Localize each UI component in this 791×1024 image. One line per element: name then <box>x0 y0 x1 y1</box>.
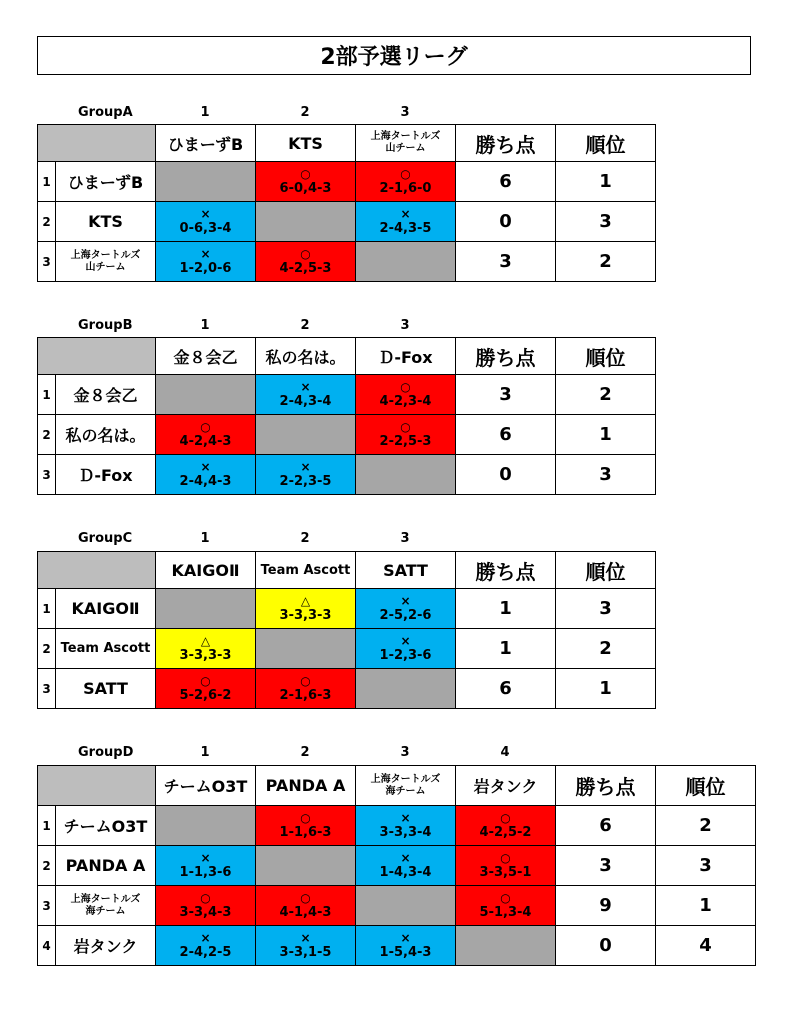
match-score: 3-3,4-3 <box>179 904 232 920</box>
result-mark: ○ <box>500 810 511 825</box>
column-team-header: KTS <box>256 125 356 162</box>
row-team-name: SATT <box>56 669 156 709</box>
row-team-name: Team Ascott <box>56 629 156 669</box>
team-row <box>38 415 656 455</box>
match-result-cell <box>456 846 556 886</box>
team-row <box>38 162 656 202</box>
header-row <box>38 766 756 806</box>
column-number: 2 <box>300 531 310 546</box>
group-label: GroupA <box>78 105 133 120</box>
team-row <box>38 589 656 629</box>
rank-value: 1 <box>556 162 656 202</box>
row-team-name: KTS <box>56 202 156 242</box>
column-number: 2 <box>300 105 310 120</box>
column-team-header: PANDA A <box>256 766 356 806</box>
result-mark: × <box>400 850 411 865</box>
column-team-header: SATT <box>356 552 456 589</box>
match-score: 2-2,5-3 <box>379 433 432 449</box>
rank-value: 2 <box>556 629 656 669</box>
match-result-cell <box>256 242 356 282</box>
match-score: 6-0,4-3 <box>279 180 332 196</box>
match-score: 3-3,3-3 <box>279 607 332 623</box>
page-title: 2部予選リーグ <box>37 36 751 75</box>
match-score: 3-3,5-1 <box>479 864 532 880</box>
result-mark: × <box>400 633 411 648</box>
result-mark: × <box>400 593 411 608</box>
column-team-header: 私の名は。 <box>256 338 356 375</box>
match-result-cell <box>356 926 456 966</box>
team-row <box>38 806 756 846</box>
match-score: 4-2,4-3 <box>179 433 232 449</box>
result-mark: × <box>300 930 311 945</box>
team-row <box>38 202 656 242</box>
team-row <box>38 242 656 282</box>
header-row <box>38 125 656 162</box>
match-result-cell <box>356 415 456 455</box>
match-result-cell <box>156 629 256 669</box>
column-team-header: Team Ascott <box>256 552 356 589</box>
column-team-header: Ｄ-Fox <box>356 338 456 375</box>
result-mark: ○ <box>200 419 211 434</box>
row-number: 3 <box>38 455 56 495</box>
match-result-cell <box>156 926 256 966</box>
match-result-cell <box>256 806 356 846</box>
match-score: 5-1,3-4 <box>479 904 532 920</box>
self-match-cell <box>456 926 556 966</box>
corner-cell <box>38 552 156 589</box>
column-team-header: 上海タートルズ 山チーム <box>356 125 456 162</box>
team-row <box>38 886 756 926</box>
result-mark: × <box>400 810 411 825</box>
row-number: 2 <box>38 202 56 242</box>
match-result-cell <box>256 162 356 202</box>
self-match-cell <box>256 846 356 886</box>
rank-header: 順位 <box>556 552 656 589</box>
rank-value: 4 <box>656 926 756 966</box>
row-team-name: 私の名は。 <box>56 415 156 455</box>
match-score: 2-4,3-4 <box>279 393 332 409</box>
result-mark: ○ <box>200 673 211 688</box>
match-result-cell <box>156 242 256 282</box>
result-mark: ○ <box>400 166 411 181</box>
match-score: 1-2,0-6 <box>179 260 232 276</box>
result-mark: ○ <box>300 890 311 905</box>
match-result-cell <box>156 455 256 495</box>
match-result-cell <box>356 806 456 846</box>
result-mark: × <box>200 206 211 221</box>
self-match-cell <box>356 669 456 709</box>
result-mark: ○ <box>400 379 411 394</box>
row-number: 2 <box>38 629 56 669</box>
corner-cell <box>38 766 156 806</box>
match-score: 4-2,5-3 <box>279 260 332 276</box>
match-score: 1-2,3-6 <box>379 647 432 663</box>
team-row <box>38 375 656 415</box>
rank-header: 順位 <box>556 338 656 375</box>
result-mark: × <box>400 930 411 945</box>
team-row <box>38 455 656 495</box>
match-score: 2-2,3-5 <box>279 473 332 489</box>
match-result-cell <box>256 926 356 966</box>
points-value: 3 <box>456 242 556 282</box>
column-number: 2 <box>300 745 310 760</box>
row-team-name: ひまーずB <box>56 162 156 202</box>
result-mark: × <box>400 206 411 221</box>
result-mark: ○ <box>400 419 411 434</box>
match-score: 4-2,5-2 <box>479 824 532 840</box>
result-mark: △ <box>300 593 311 608</box>
result-mark: × <box>200 246 211 261</box>
row-number: 2 <box>38 846 56 886</box>
column-number: 1 <box>200 745 210 760</box>
result-mark: × <box>300 459 311 474</box>
row-number: 2 <box>38 415 56 455</box>
group-label: GroupD <box>78 745 134 760</box>
match-score: 2-1,6-0 <box>379 180 432 196</box>
column-team-header: 金８会乙 <box>156 338 256 375</box>
self-match-cell <box>356 242 456 282</box>
match-score: 4-1,4-3 <box>279 904 332 920</box>
match-score: 1-1,6-3 <box>279 824 332 840</box>
points-value: 6 <box>456 162 556 202</box>
league-table <box>37 337 656 495</box>
team-row <box>38 926 756 966</box>
result-mark: × <box>200 459 211 474</box>
self-match-cell <box>256 202 356 242</box>
team-row <box>38 629 656 669</box>
league-table <box>37 551 656 709</box>
result-mark: △ <box>200 633 211 648</box>
column-number: 3 <box>400 745 410 760</box>
result-mark: ○ <box>300 673 311 688</box>
rank-value: 1 <box>556 415 656 455</box>
self-match-cell <box>156 589 256 629</box>
match-score: 0-6,3-4 <box>179 220 232 236</box>
match-result-cell <box>256 455 356 495</box>
match-result-cell <box>456 886 556 926</box>
league-table <box>37 124 656 282</box>
match-result-cell <box>256 886 356 926</box>
points-header: 勝ち点 <box>556 766 656 806</box>
group-label: GroupC <box>78 531 133 546</box>
result-mark: ○ <box>300 246 311 261</box>
column-number: 2 <box>300 318 310 333</box>
match-result-cell <box>356 375 456 415</box>
result-mark: × <box>200 850 211 865</box>
match-score: 2-4,3-5 <box>379 220 432 236</box>
rank-value: 2 <box>556 242 656 282</box>
points-header: 勝ち点 <box>456 338 556 375</box>
match-score: 1-1,3-6 <box>179 864 232 880</box>
points-value: 3 <box>456 375 556 415</box>
row-number: 1 <box>38 162 56 202</box>
match-score: 3-3,1-5 <box>279 944 332 960</box>
self-match-cell <box>156 162 256 202</box>
column-team-header: 上海タートルズ 海チーム <box>356 766 456 806</box>
match-result-cell <box>356 202 456 242</box>
result-mark: × <box>300 379 311 394</box>
match-result-cell <box>156 202 256 242</box>
match-score: 5-2,6-2 <box>179 687 232 703</box>
match-score: 1-4,3-4 <box>379 864 432 880</box>
row-number: 3 <box>38 669 56 709</box>
rank-value: 2 <box>556 375 656 415</box>
column-number: 3 <box>400 105 410 120</box>
row-number: 3 <box>38 242 56 282</box>
result-mark: ○ <box>300 166 311 181</box>
row-team-name: 上海タートルズ 山チーム <box>56 242 156 282</box>
self-match-cell <box>256 629 356 669</box>
points-value: 3 <box>556 846 656 886</box>
rank-value: 3 <box>556 202 656 242</box>
points-value: 0 <box>556 926 656 966</box>
column-number: 4 <box>500 745 510 760</box>
rank-value: 3 <box>556 455 656 495</box>
column-team-header: KAIGOⅡ <box>156 552 256 589</box>
match-score: 2-4,2-5 <box>179 944 232 960</box>
match-result-cell <box>256 669 356 709</box>
points-value: 1 <box>456 589 556 629</box>
row-team-name: 上海タートルズ 海チーム <box>56 886 156 926</box>
match-score: 4-2,3-4 <box>379 393 432 409</box>
match-score: 3-3,3-3 <box>179 647 232 663</box>
points-value: 0 <box>456 455 556 495</box>
match-result-cell <box>156 846 256 886</box>
header-row <box>38 338 656 375</box>
team-row <box>38 846 756 886</box>
column-number: 1 <box>200 105 210 120</box>
row-number: 1 <box>38 589 56 629</box>
corner-cell <box>38 125 156 162</box>
result-mark: ○ <box>300 810 311 825</box>
points-header: 勝ち点 <box>456 125 556 162</box>
row-number: 4 <box>38 926 56 966</box>
result-mark: ○ <box>200 890 211 905</box>
self-match-cell <box>156 806 256 846</box>
row-team-name: 金８会乙 <box>56 375 156 415</box>
match-result-cell <box>356 846 456 886</box>
group-label: GroupB <box>78 318 133 333</box>
self-match-cell <box>256 415 356 455</box>
match-result-cell <box>156 886 256 926</box>
column-team-header: 岩タンク <box>456 766 556 806</box>
points-value: 1 <box>456 629 556 669</box>
match-score: 2-4,4-3 <box>179 473 232 489</box>
points-header: 勝ち点 <box>456 552 556 589</box>
points-value: 6 <box>456 669 556 709</box>
row-number: 3 <box>38 886 56 926</box>
points-value: 0 <box>456 202 556 242</box>
row-team-name: 岩タンク <box>56 926 156 966</box>
rank-value: 1 <box>556 669 656 709</box>
row-number: 1 <box>38 806 56 846</box>
row-number: 1 <box>38 375 56 415</box>
rank-value: 1 <box>656 886 756 926</box>
match-result-cell <box>456 806 556 846</box>
points-value: 9 <box>556 886 656 926</box>
row-team-name: PANDA A <box>56 846 156 886</box>
rank-value: 2 <box>656 806 756 846</box>
corner-cell <box>38 338 156 375</box>
self-match-cell <box>356 455 456 495</box>
league-table <box>37 765 756 966</box>
column-number: 1 <box>200 318 210 333</box>
rank-header: 順位 <box>656 766 756 806</box>
points-value: 6 <box>456 415 556 455</box>
column-number: 3 <box>400 318 410 333</box>
match-score: 1-5,4-3 <box>379 944 432 960</box>
team-row <box>38 669 656 709</box>
points-value: 6 <box>556 806 656 846</box>
column-number: 3 <box>400 531 410 546</box>
result-mark: × <box>200 930 211 945</box>
match-result-cell <box>356 589 456 629</box>
self-match-cell <box>356 886 456 926</box>
header-row <box>38 552 656 589</box>
match-score: 2-5,2-6 <box>379 607 432 623</box>
column-team-header: ひまーずB <box>156 125 256 162</box>
result-mark: ○ <box>500 850 511 865</box>
column-team-header: チームO3T <box>156 766 256 806</box>
rank-value: 3 <box>656 846 756 886</box>
match-score: 2-1,6-3 <box>279 687 332 703</box>
row-team-name: チームO3T <box>56 806 156 846</box>
row-team-name: KAIGOⅡ <box>56 589 156 629</box>
match-result-cell <box>156 669 256 709</box>
rank-value: 3 <box>556 589 656 629</box>
match-result-cell <box>256 375 356 415</box>
column-number: 1 <box>200 531 210 546</box>
match-result-cell <box>356 162 456 202</box>
match-result-cell <box>156 415 256 455</box>
match-result-cell <box>356 629 456 669</box>
result-mark: ○ <box>500 890 511 905</box>
self-match-cell <box>156 375 256 415</box>
match-score: 3-3,3-4 <box>379 824 432 840</box>
match-result-cell <box>256 589 356 629</box>
row-team-name: Ｄ-Fox <box>56 455 156 495</box>
rank-header: 順位 <box>556 125 656 162</box>
